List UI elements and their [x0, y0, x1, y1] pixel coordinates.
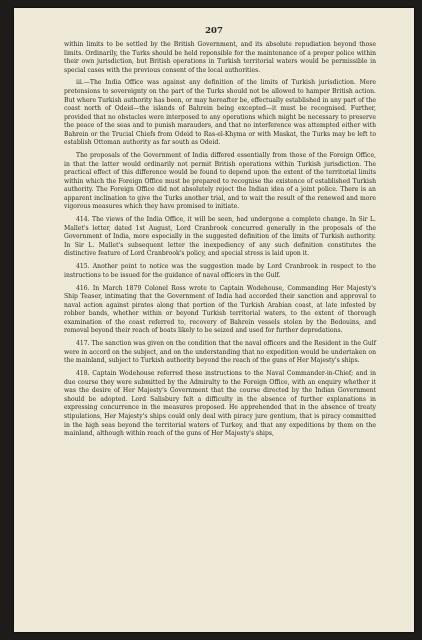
paragraph: 416. In March 1879 Colonel Ross wrote to Captain Wodehouse, Commanding Her Majesty's Ship Teaser, intimating that the Government of India had accorded their sanction and approval to naval action against pirates along that portion of the Turkish Arabian coast, at late infested by robber bands, whether within or beyond Turkish territorial waters, to the extent of thorough examination of the coast referred to, recovery of Bahrein vessels stolen by the Bedouins, and removal beyond their reach of boats likely to be seized and used for further depredations.	[64, 284, 376, 335]
paragraph: 417. The sanction was given on the condition that the naval officers and the Resident in the Gulf were in accord on the subject, and on the understanding that no expedition would be undertaken on the mainland, subject to Turkish authority beyond the reach of the guns of Her Majesty's ships.	[64, 340, 376, 365]
paragraph: 415. Another point to notice was the suggestion made by Lord Cranbrook in respect to the instructions to be issued for the guidance of naval officers in the Gulf.	[64, 263, 376, 279]
paragraph: within limits to be settled by the British Government, and its absolute repudiation beyond those limits. Ordinarily, the Turks should be held reponsible for the maintenance of a proper police within their own jurisdiction, but British operations in Turkish territorial waters would be permissible in special cases with the previous consent of the local authorities.	[64, 41, 376, 74]
document-body	[64, 41, 376, 443]
document-page	[14, 8, 414, 632]
paragraph: iii.—The India Office was against any definition of the limits of Turkish jurisdiction. Mere pretensions to sovereignty on the part of the Turks should not be allowed to hamper British action. But where Turkish authority has been, or may hereafter be, effectually established in any part of the coast north of Odeid—the islands of Bahrein being excepted—it must be recognised. Further, provided that no obstacles were interposed to any operations which might be necessary to preserve the peace of the seas and to punish marauders, and that no interference was attempted either with Bahrein or the Trucial Chiefs from Odeid to Ras-el-Khyma or with Maskat, the Turks may be left to establish Ottoman authority as far south as Odeid.	[64, 79, 376, 147]
page-number: 207	[205, 26, 223, 36]
paragraph: 418. Captain Wodehouse referred these instructions to the Naval Commander-in-Chief; and in due course they were submitted by the Admiralty to the Foreign Office, with an enquiry whether it was the desire of Her Majesty's Government that the course directed by the Indian Government should be adopted. Lord Salisbury felt a difficulty in the absence of further explanations in expressing concurrence in the measures proposed. He apprehended that in the absence of treaty stipulations, Her Majesty's ships could only deal with piracy jure gentium, that is piracy committed in the high seas beyond the territorial waters of Turkey, and that any expeditions by them on the mainland, although within reach of the guns of Her Majesty's ships,	[64, 370, 376, 438]
paragraph: The proposals of the Government of India differed essentially from those of the Foreign Office, in that the latter would ordinarily not permit British operations within Turkish jurisdiction. The practical effect of this difference would be found to depend upon the extent of the territorial limits within which the Foreign Office must be prepared to recognise the existence of established Turkish authority. The Foreign Office did not absolutely reject the Indian idea of a joint police. There is an apparent inclination to give the Turks another trial, and to wait the result of the renewed and more vigorous measures which they have promised to initiate.	[64, 152, 376, 211]
paragraph: 414. The views of the India Office, it will be seen, had undergone a complete change. In Sir L. Mallet's letter, dated 1st August, Lord Cranbrook concurred generally in the proposals of the Government of India, more especially in the suggested definition of the limits of Turkish authority. In Sir L. Mallet's subsequent letter the inexpediency of any such definition constitutes the distinctive feature of Lord Cranbrook's policy, and special stress is laid upon it.	[64, 216, 376, 258]
